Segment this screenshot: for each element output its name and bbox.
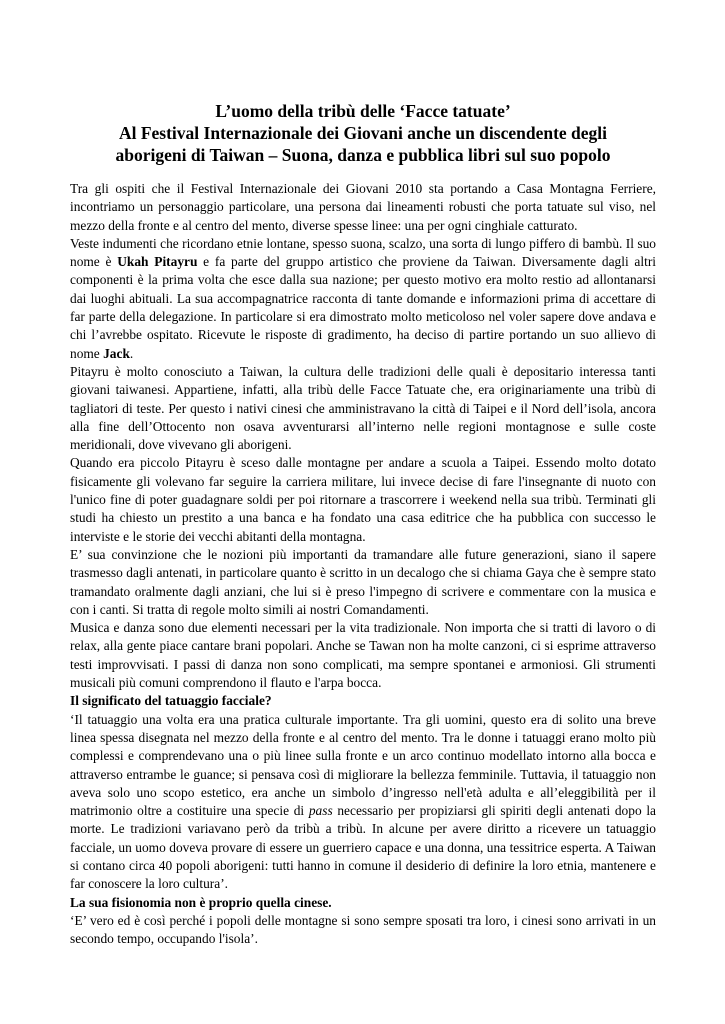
text-run: .	[129, 345, 134, 361]
paragraph-gaya: E’ sua convinzione che le nozioni più importanti da tramandare alle future generazioni, siano il sapere trasmesso dagli antenati, in particolare quanto è scritto in un decalogo che si chiama Gaya che è sempre stato tramandato oralmente dagli anziani, che lui si è preso l'impegno di scrivere e commentare con la musica e con i canti. Si tratta di regole molto simili ai nostri Comandamenti.	[70, 546, 656, 617]
subheadline-line-1: Al Festival Internazionale dei Giovani anche un discendente degli	[118, 123, 608, 143]
paragraph-music: Musica e danza sono due elementi necessari per la vita tradizionale. Non importa che si tratti di lavoro o di relax, alla gente piace cantare brani popolari. Anche se Tawan non ha molte canzoni, ci si esprime attraverso testi improvvisati. I passi di danza non sono complicati, ma sempre spontanei e armoniosi. Gli strumenti musicali più comuni comprendono il flauto e l'arpa bocca.	[70, 620, 656, 691]
headline: L’uomo della tribù delle ‘Facce tatuate’	[215, 101, 511, 121]
student-name: Jack	[103, 345, 130, 361]
paragraph-tattoo	[70, 711, 656, 894]
subheadline-line-2: aborigeni di Taiwan – Suona, danza e pubblica libri sul suo popolo	[115, 145, 611, 165]
paragraph-physiognomy: ‘E’ vero ed è così perché i popoli delle montagne si sono sempre sposati tra loro, i cinesi sono arrivati in un secondo tempo, occupando l'isola’.	[70, 912, 656, 947]
text-run: ‘Il tatuaggio una volta era una pratica culturale importante. Tra gli uomini, questo era di solito una breve linea spessa disegnata nel mezzo della fronte e al centro del mento. Tra le donne i tatuaggi erano molto più complessi e comprendevano una o più linee sulla fronte e un arco continuo modellato intorno alla bocca e attraverso entrambe le guance; si pensava così di migliorare la bellezza femminile. Tuttavia, il tatuaggio non aveva solo uno scopo estetico, era anche un simbolo d’ingresso nell'età adulta e all’eleggibilità per il matrimonio oltre a costituire una specie di	[70, 711, 656, 819]
paragraph-childhood: Quando era piccolo Pitayru è sceso dalle montagne per andare a scuola a Taipei. Essendo molto dotato fisicamente gli volevano far seguire la carriera militare, lui invece decise di fare l'insegnante di nuoto con l'unico fine di poter guadagnare soldi per poi ritornare a trascorrere i weekend nella sua tribù. Terminati gli studi ha chiesto un prestito a una banca e ha fondato una casa editrice che ha pubblica con successo le interviste e le storie dei vecchi abitanti della montagna.	[70, 455, 656, 544]
article-body	[70, 180, 656, 948]
section-heading-physiognomy: La sua fisionomia non è proprio quella cinese.	[70, 894, 332, 910]
paragraph-clothing	[70, 235, 656, 363]
section-heading-tattoo: Il significato del tatuaggio facciale?	[70, 693, 272, 709]
paragraph-intro: Tra gli ospiti che il Festival Internazionale dei Giovani 2010 sta portando a Casa Montagna Ferriere, incontriamo un personaggio particolare, una persona dai lineamenti robusti che porta tatuate sul viso, nel mezzo della fronte e al centro del mento, diverse spesse linee: una per ogni cinghiale catturato.	[70, 181, 656, 233]
paragraph-tribe: Pitayru è molto conosciuto a Taiwan, la cultura delle tradizioni delle quali è depositario interessa tanti giovani taiwanesi. Appartiene, infatti, alla tribù delle Facce Tatuate che, era originariamente una tribù di tagliatori di teste. Per questo i nativi cinesi che amministravano la città di Taipei e il Nord dell’isola, ancora alla fine dell’Ottocento non osava avventurarsi all’interno nelle regioni montagnose e sulle coste meridionali, dove vivevano gli aborigeni.	[70, 363, 656, 453]
text-run: Veste indumenti che ricordano etnie lontane, spesso suona, scalzo, una sorta di lungo piffero di bambù. Il suo nome è	[70, 235, 656, 270]
document-page	[70, 100, 656, 948]
italic-word: pass	[308, 803, 333, 819]
text-run: e fa parte del gruppo artistico che proviene da Taiwan. Diversamente dagli altri componenti è la prima volta che esce dalla sua nazione; per questo motivo era molto restio ad allontanarsi dai luoghi abituali. La sua accompagnatrice racconta di tante domande e informazioni prima di accettare di far parte della delegazione. In particolare si era dimostrato molto meticoloso nel voler sapere dove andava e chi l’avrebbe ospitato. Ricevute le risposte di gradimento, ha deciso di partire portando un suo allievo di nome	[70, 254, 656, 361]
person-name: Ukah Pitayru	[117, 254, 198, 270]
article-title	[70, 100, 656, 166]
text-run: necessario per propiziarsi gli spiriti degli antenati dopo la morte. Le tradizioni variavano però da tribù a tribù. In alcune per avere diritto a ricevere un tatuaggio facciale, un uomo doveva provare di essere un guerriero capace e una donna, una tessitrice esperta. A Taiwan si contano circa 40 popoli aborigeni: tutti hanno in comune il desiderio di definire la loro etnia, mantenere e far conoscere la loro cultura’.	[70, 803, 656, 892]
